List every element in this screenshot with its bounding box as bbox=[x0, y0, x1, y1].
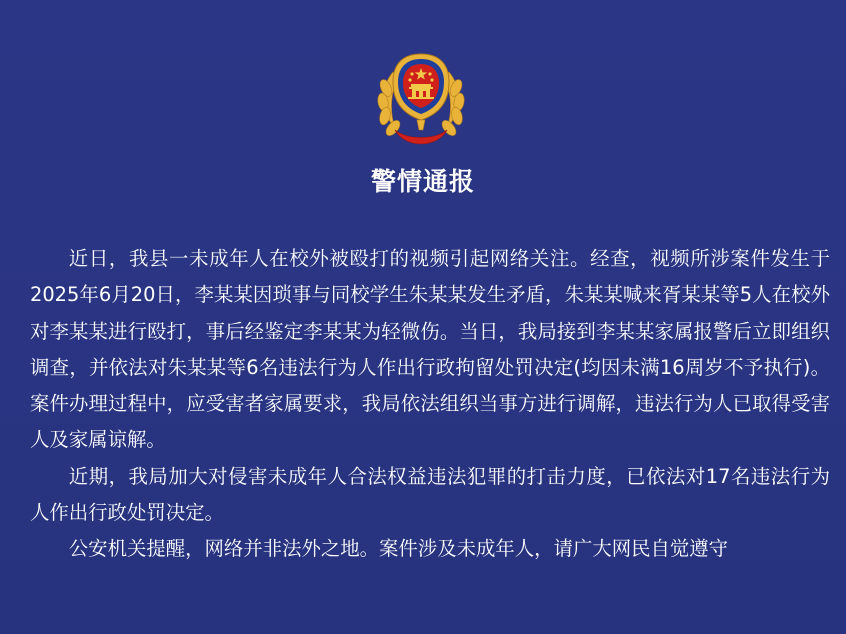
notice-paragraph: 公安机关提醒，网络并非法外之地。案件涉及未成年人，请广大网民自觉遵守 bbox=[68, 537, 729, 561]
police-emblem-icon bbox=[373, 50, 469, 148]
page-title: 警情通报 bbox=[370, 167, 475, 196]
notice-body bbox=[30, 241, 830, 568]
notice-paragraph: 近日，我县一未成年人在校外被殴打的视频引起网络关注。经查，视频所涉案件发生于2025年6月20日，李某某因琐事与同校学生朱某某发生矛盾，朱某某喊来胥某某等5人在校外对李某某进行殴打，事后经鉴定李某某为轻微伤。当日，我局接到李某某家属报警后立即组织调查，并依法对朱某某等6名违法行为人作出行政拘留处罚决定(均因未满16周岁不予执行)。案件办理过程中，应受害者家属要求，我局依法组织当事方进行调解，违法行为人已取得受害人及家属谅解。 bbox=[30, 247, 830, 452]
notice-paragraph: 近期，我局加大对侵害未成年人合法权益违法犯罪的打击力度，已依法对17名违法行为人作出行政处罚决定。 bbox=[30, 464, 830, 525]
